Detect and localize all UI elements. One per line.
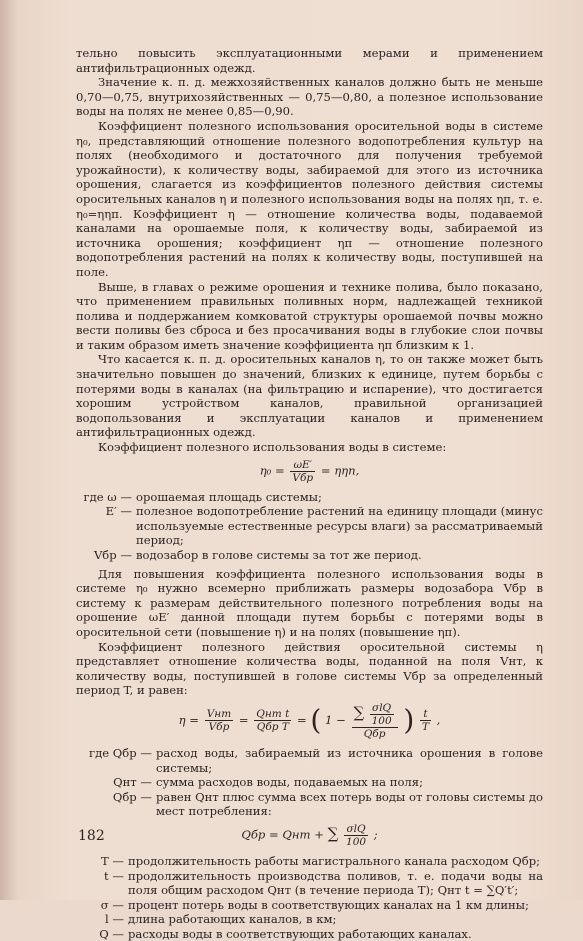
definition-symbol: Vбр — <box>93 548 132 562</box>
formula2-inner-fraction <box>370 702 394 727</box>
definition-symbol: Q — <box>99 926 124 941</box>
formula-gross-flow <box>76 823 543 848</box>
formula2-losses-numerator <box>352 702 398 728</box>
formula1-lhs: η₀ = <box>259 463 285 478</box>
paragraph-2: Значение к. п. д. межхозяйственных каналов должно быть не меньше 0,70—0,75, внутрихозяйственных — 0,75—0,80, а полезное использование воды на полях не менее 0,85—0,90. <box>76 75 543 119</box>
definition-text: длина работающих каналов, в км; <box>128 912 337 927</box>
formula1-denominator: Vбр <box>292 471 314 484</box>
formula2-fraction-flow <box>254 708 291 733</box>
paragraph-5: Что касается к. п. д. оросительных каналов η, то он также может быть значительно повышен до значений, близких к единице, путем борьбы с потерями воды в каналах (на фильтрацию и испарение), что достигается хорошим устройством каналов, правильной организацией водопользования и эксплуатации каналов и применением антифильтрационных одежд. <box>76 352 543 440</box>
formula2-inner-numerator: σlQ <box>370 702 394 715</box>
formula2-fraction-time <box>420 708 431 733</box>
definition-text: водозабор в голове системы за тот же период. <box>136 548 422 562</box>
formula2-fraction-losses <box>352 702 398 740</box>
paragraph-4: Выше, в главах о режиме орошения и технике полива, было показано, что применением правильных поливных норм, надлежащей техникой полива и поддержанием комковатой структуры орошаемой почвы можно вести поливы без сброса и без просачивания воды в глубокие слои почвы и таким образом иметь значение коэффициента ηп близким к 1. <box>76 279 543 352</box>
definition-text: орошаемая площадь системы; <box>136 489 322 504</box>
definition-text: равен Qнт плюс сумма всех потерь воды от головы системы до мест потребления: <box>156 789 543 819</box>
formula-efficiency-system <box>76 459 543 484</box>
formula2-f4-numerator: t <box>420 708 431 721</box>
formula2-f1-denominator: Vбр <box>208 721 230 734</box>
page-number: 182 <box>78 828 105 844</box>
formula3-fraction <box>344 823 368 848</box>
formula2-lhs: η = <box>178 712 200 727</box>
definition-text: расходы воды в соответствующих работающих каналах. <box>128 926 472 941</box>
definition-row <box>76 548 543 563</box>
formula2-inner-denominator: 100 <box>371 714 392 727</box>
definition-row <box>76 869 543 898</box>
definition-text: расход воды, забираемый из источника орошения в голове системы; <box>156 745 543 775</box>
formula-canal-efficiency <box>76 702 543 740</box>
close-paren: ) <box>403 703 415 737</box>
definitions-1 <box>76 490 543 563</box>
formula3-numerator: σlQ <box>344 823 368 836</box>
sum-sign: ∑ <box>327 824 339 843</box>
formula2-tail: , <box>436 712 441 727</box>
formula1-rhs: = ηηп, <box>320 463 360 478</box>
paragraph-1: тельно повысить эксплуатационными мерами и применением антифильтрационных одежд. <box>76 46 543 75</box>
formula2-one: 1 − <box>325 712 346 727</box>
paragraph-7: Для повышения коэффициента полезного использования воды в системе η₀ нужно всемерно приближать размеры водозабора Vбр в систему к размерам действительного полезного потребления воды на орошение ωE′ данной площади путем борьбы с потерями воды в оросительной сети (повышение η) и на полях (повышение ηп). <box>76 566 543 639</box>
definition-symbol: Qнт — <box>113 775 152 790</box>
definition-symbol: σ — <box>100 897 124 912</box>
definition-symbol: Qбр — <box>112 789 152 804</box>
formula2-f2-numerator: Qнт t <box>256 708 290 721</box>
formula2-f4-denominator: T <box>421 721 429 734</box>
formula2-fraction-volume <box>205 708 233 733</box>
paragraph-8: Коэффициент полезного действия оросительной системы η представляет отношение количества воды, поданной на поля Vнт, к количеству воды, поступившей в голове системы Vбр за определенный период T, и равен: <box>76 639 543 698</box>
paragraph-6: Коэффициент полезного использования воды в системе: <box>98 440 447 455</box>
definition-symbol: где Qбр — <box>89 745 152 760</box>
definition-row <box>76 854 543 869</box>
formula1-fraction <box>290 459 315 484</box>
formula3-lhs: Qбр = Qнт + <box>241 827 324 842</box>
definition-row <box>76 927 543 941</box>
definition-row <box>76 775 543 790</box>
definition-text: продолжительность работы магистрального канала расходом Qбр; <box>128 853 541 868</box>
definition-symbol: где ω — <box>83 489 132 504</box>
definition-symbol: E′ — <box>105 504 132 519</box>
open-paren: ( <box>310 703 322 737</box>
definition-symbol: T — <box>100 853 124 868</box>
definitions-2 <box>76 746 543 819</box>
formula2-eq1: = <box>238 712 249 727</box>
definition-symbol: l — <box>105 912 124 927</box>
definition-text: процент потерь воды в соответствующих каналах на 1 км длины; <box>128 897 529 912</box>
definition-text: полезное водопотребление растений на единицу площади (минус используемые естественные ресурсы влаги) за рассматриваемый период; <box>136 504 543 548</box>
formula2-eq2: = <box>297 712 307 727</box>
formula2-losses-denominator: Qбр <box>363 727 386 740</box>
definition-row <box>76 746 543 775</box>
formula1-numerator: ωE′ <box>290 459 315 472</box>
formula3-denominator: 100 <box>346 835 367 848</box>
definition-text: продолжительность производства поливов, т. е. подачи воды на поля общим расходом Qнт (в течение периода T); Qнт t = ∑Q′t′; <box>128 868 543 898</box>
definition-row <box>76 790 543 819</box>
definition-symbol: t — <box>104 868 124 883</box>
definition-row <box>76 504 543 548</box>
formula2-f2-denominator: Qбр T <box>256 721 289 734</box>
formula2-f1-numerator: Vнт <box>206 708 232 721</box>
definition-row <box>76 490 543 505</box>
formula3-tail: ; <box>373 827 378 842</box>
definition-text: сумма расходов воды, подаваемых на поля; <box>156 775 424 790</box>
sum-sign: ∑ <box>353 703 365 722</box>
definition-row <box>76 912 543 927</box>
paragraph-3: Коэффициент полезного использования оросительной воды в системе η₀, представляющий отношение полезного водопотребления культур на полях (необходимого и достаточного для получения требуемой урожайности), к количеству воды, забираемой для этого из источника орошения, слагается из коэффициентов полезного действия системы оросительных каналов η и полезного использования воды на полях ηп, т. е. η₀=ηηп. Коэффициент η — отношение количества воды, подаваемой каналами на орошаемые поля, к количеству воды, забираемой из источника орошения; коэффициент ηп — отношение полезного водопотребления растений на полях к количеству воды, поступившей на поле. <box>76 118 543 279</box>
definitions-3 <box>76 854 543 941</box>
